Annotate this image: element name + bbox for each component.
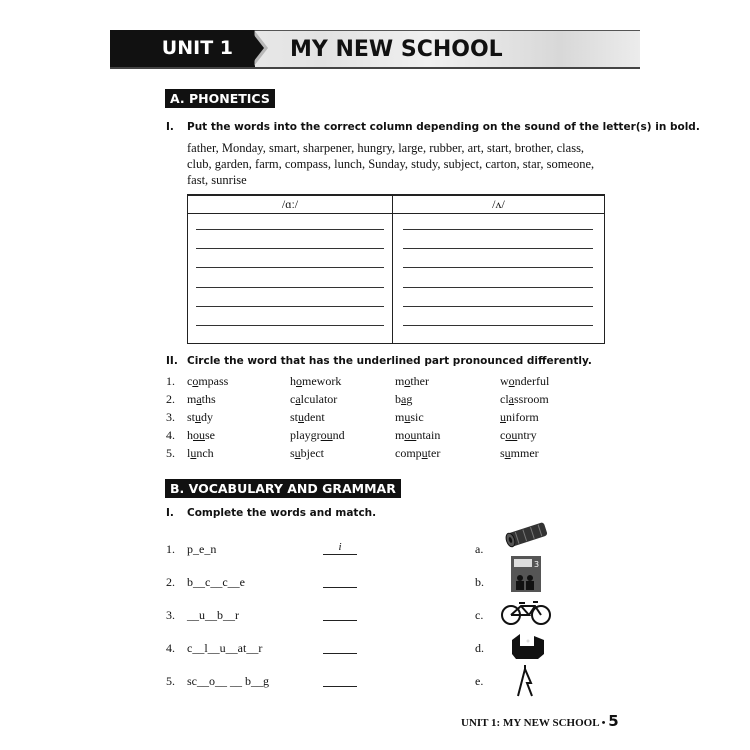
word-part: mpass <box>198 374 229 388</box>
word-option[interactable] <box>187 392 216 407</box>
answer-line[interactable] <box>196 248 384 249</box>
ex1-number: I. <box>166 121 174 133</box>
unit-title: MY NEW SCHOOL <box>290 37 503 62</box>
picture-letter: d. <box>475 641 484 655</box>
row-number: 5. <box>166 446 175 460</box>
item-word: c__l__u__at__r <box>187 641 263 655</box>
bicycle-icon <box>500 598 552 626</box>
underlined-part: o <box>192 374 199 388</box>
item-word: sc__o__ __ b__g <box>187 674 269 688</box>
b-ex1-instruction: Complete the words and match. <box>187 507 377 519</box>
item-number: 1. <box>166 542 175 556</box>
picture-letter: a. <box>475 542 484 556</box>
sound-table <box>187 194 605 344</box>
underlined-part: u <box>195 410 202 424</box>
underlined-part: u <box>504 446 511 460</box>
word-option[interactable] <box>290 428 345 443</box>
svg-text:3: 3 <box>534 560 540 569</box>
row-number: 2. <box>166 392 175 406</box>
word-list-line: fast, sunrise <box>187 173 247 187</box>
answer-line[interactable] <box>403 229 593 230</box>
word-list-line: club, garden, farm, compass, lunch, Sunday, study, subject, carton, star, someone, <box>187 157 595 171</box>
word-part: ssroom <box>514 392 549 406</box>
word-part: playgr <box>290 428 321 442</box>
word-part: dent <box>304 410 325 424</box>
chevron-icon <box>250 30 264 66</box>
underlined-part: u <box>190 446 197 460</box>
word-part: st <box>187 410 196 424</box>
word-part: comp <box>395 446 422 460</box>
underlined-part: a <box>401 392 407 406</box>
word-part: cl <box>500 392 509 406</box>
word-part: mmer <box>510 446 539 460</box>
word-part: dy <box>201 410 214 424</box>
word-option[interactable] <box>290 446 324 461</box>
item-number: 3. <box>166 608 175 622</box>
word-list-line: father, Monday, smart, sharpener, hungry, large, rubber, art, start, brother, class, <box>187 141 585 155</box>
underlined-part: u <box>421 446 428 460</box>
section-b-heading: B. VOCABULARY AND GRAMMAR <box>165 479 401 498</box>
word-option[interactable] <box>500 374 549 389</box>
item-word: p_e_n <box>187 542 217 556</box>
answer-line[interactable] <box>196 325 384 326</box>
column-header: /ɑː/ <box>188 196 392 214</box>
word-part: m <box>395 374 405 388</box>
word-part: h <box>290 374 296 388</box>
row-number: 1. <box>166 374 175 388</box>
underlined-part: u <box>298 410 305 424</box>
underlined-part: u <box>294 446 301 460</box>
word-part: ntain <box>416 428 441 442</box>
word-option[interactable] <box>500 392 549 407</box>
answer-line[interactable] <box>403 325 593 326</box>
word-part: st <box>290 410 299 424</box>
picture-letter: c. <box>475 608 484 622</box>
underlined-part: a <box>196 392 202 406</box>
word-part: m <box>395 428 405 442</box>
word-part: nch <box>196 446 214 460</box>
word-part: nd <box>332 428 345 442</box>
word-option[interactable] <box>187 428 215 443</box>
word-part: ter <box>427 446 441 460</box>
word-option[interactable] <box>500 410 539 425</box>
item-number: 4. <box>166 641 175 655</box>
word-option[interactable] <box>395 374 429 389</box>
word-part: mework <box>302 374 342 388</box>
word-part: nderful <box>514 374 550 388</box>
word-option[interactable] <box>395 446 440 461</box>
word-option[interactable] <box>500 446 539 461</box>
answer-line[interactable] <box>403 306 593 307</box>
word-option[interactable] <box>187 446 214 461</box>
ex1-instruction: Put the words into the correct column depending on the sound of the letter(s) in bold. <box>187 121 700 133</box>
answer-line[interactable] <box>196 287 384 288</box>
word-part: lculator <box>300 392 338 406</box>
item-word: b__c__c__e <box>187 575 245 589</box>
underlined-part: a <box>295 392 301 406</box>
page-number: 5 <box>608 712 619 730</box>
word-list <box>187 140 594 188</box>
answer-line[interactable] <box>403 248 593 249</box>
answer-line[interactable] <box>403 287 593 288</box>
item-word: __u__b__r <box>187 608 239 622</box>
answer-blank[interactable] <box>323 607 357 621</box>
word-option[interactable] <box>187 410 213 425</box>
word-part: niform <box>506 410 539 424</box>
underlined-part: ou <box>320 428 333 442</box>
underlined-part: ou <box>505 428 518 442</box>
word-part: g <box>406 392 413 406</box>
rolled-mat-icon <box>503 522 549 550</box>
picture-letter: e. <box>475 674 484 688</box>
ex2-number: II. <box>166 355 178 367</box>
word-option[interactable] <box>290 392 337 407</box>
word-part: s <box>500 446 505 460</box>
answer-blank[interactable] <box>323 673 357 687</box>
ex2-instruction: Circle the word that has the underlined part pronounced differently. <box>187 355 592 367</box>
underlined-part: o <box>508 374 515 388</box>
word-option[interactable] <box>395 392 412 407</box>
underlined-part: ou <box>404 428 417 442</box>
word-part: l <box>187 446 191 460</box>
underlined-part: a <box>508 392 514 406</box>
word-part: c <box>187 374 193 388</box>
word-part: s <box>290 446 295 460</box>
answer-line[interactable] <box>196 306 384 307</box>
column-header: /ʌ/ <box>393 196 604 214</box>
b-ex1-number: I. <box>166 507 174 519</box>
word-part: c <box>500 428 506 442</box>
underlined-part: ou <box>193 428 205 442</box>
pencil-sharpener-icon <box>510 632 546 660</box>
underlined-part: u <box>500 410 506 424</box>
compass-icon <box>514 664 536 698</box>
word-option[interactable] <box>500 428 537 443</box>
answer-blank[interactable]: i <box>323 541 357 555</box>
word-option[interactable] <box>187 374 228 389</box>
row-number: 3. <box>166 410 175 424</box>
book-icon <box>511 556 541 592</box>
row-number: 4. <box>166 428 175 442</box>
item-number: 2. <box>166 575 175 589</box>
answer-line[interactable] <box>403 267 593 268</box>
footer-text: UNIT 1: MY NEW SCHOOL • <box>461 717 606 729</box>
footer <box>461 712 619 730</box>
word-part: sic <box>410 410 424 424</box>
column-aa <box>188 196 393 343</box>
word-option[interactable] <box>290 410 325 425</box>
word-part: m <box>395 410 405 424</box>
answer-line[interactable] <box>196 229 384 230</box>
word-part: h <box>187 428 193 442</box>
item-number: 5. <box>166 674 175 688</box>
word-option[interactable] <box>290 374 341 389</box>
unit-text: UNIT 1 <box>161 37 233 59</box>
unit-label <box>110 30 255 67</box>
word-part: c <box>290 392 296 406</box>
answer-line[interactable] <box>196 267 384 268</box>
underlined-part: u <box>404 410 411 424</box>
word-part: ths <box>201 392 216 406</box>
word-part: ther <box>410 374 429 388</box>
underlined-part: o <box>404 374 411 388</box>
word-part: bject <box>300 446 324 460</box>
word-part: se <box>205 428 215 442</box>
picture-letter: b. <box>475 575 484 589</box>
column-uh <box>393 196 604 343</box>
word-part: b <box>395 392 401 406</box>
word-part: w <box>500 374 509 388</box>
underlined-part: o <box>296 374 302 388</box>
word-part: m <box>187 392 197 406</box>
answer-blank[interactable] <box>323 640 357 654</box>
word-option[interactable] <box>395 410 424 425</box>
word-option[interactable] <box>395 428 440 443</box>
section-a-heading: A. PHONETICS <box>165 89 275 108</box>
answer-blank[interactable] <box>323 574 357 588</box>
word-part: ntry <box>517 428 537 442</box>
